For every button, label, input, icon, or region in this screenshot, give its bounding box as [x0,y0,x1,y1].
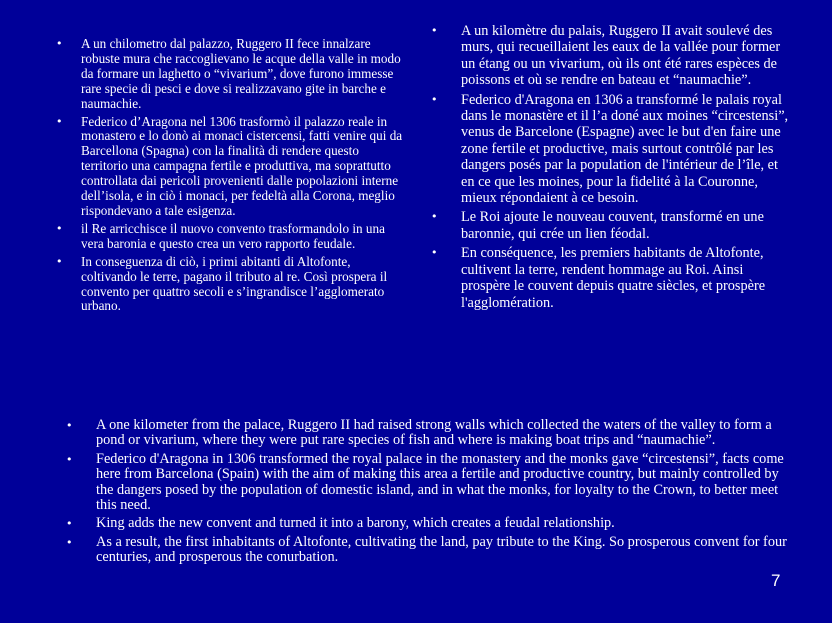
italian-paragraph-2-text: Federico d’Aragona nel 1306 trasformò il palazzo reale in monastero e lo donò ai monaci cistercensi, fatti venire qui da Barcellona (Spagna) con la finalità di rendere questo territorio una campagna fertile e produttiva, ma soprattutto controllata dai pericoli provenienti dalle popolazioni interne dell’isola, e in ciò i monaci, per fedeltà alla Corona, meglio rispondevano a tale esigenza. [81,113,403,218]
bullet-icon: • [56,37,63,50]
french-paragraph-3 [431,209,791,242]
italian-paragraph-1-text: A un chilometro dal palazzo, Ruggero II fece innalzare robuste mura che raccoglievano le acque della valle in modo da formare un laghetto o “vivarium”, dove furono immesse rare specie di pesci e dove si realizzavano gite in barche e naumachie. [81,36,401,111]
italian-paragraph-3 [56,220,403,252]
french-paragraph-4 [431,245,791,311]
english-paragraph-4 [66,533,796,566]
bullet-icon: • [56,254,63,268]
bullet-icon: • [66,452,73,466]
french-paragraph-2-text: Federico d'Aragona en 1306 a transformé le palais royal dans le monastère et il l’a doné aux moines “circestensi”, venus de Barcelone (Espagne) avec le but d'en faire une zone fertile et productive, mais surtout contrôlé par les dangers posés par la population de l'intérieur de l’île, et en ce que les moines, pour la fidelité à la Couronne, mieux répondaient à ce besoin. [461,91,789,207]
english-paragraph-1 [66,417,796,449]
french-paragraph-1 [431,23,791,89]
english-paragraph-1-text: A one kilometer from the palace, Ruggero II had raised strong walls which collected the waters of the valley to form a pond or vivarium, where they were put rare species of fish and where is making boat trips and “naumachie”. [96,417,772,449]
italian-paragraph-4-text: In conseguenza di ciò, i primi abitanti di Altofonte, coltivando le terre, pagano il tributo al re. Così prospera il convento per quattro secoli e s’ingrandisce l’agglomerato urbano. [81,253,388,314]
bullet-icon: • [431,92,438,106]
english-paragraph-2-text: Federico d'Aragona in 1306 transformed the royal palace in the monastery and the monks gave “circestensi”, facts come here from Barcelona (Spain) with the aim of making this area a fertile and productive country, but mainly controlled by the dangers posed by the population of domestic island, and in what the monks, for loyalty to the Crown, to better meet this need. [96,450,784,514]
english-paragraph-4-text: As a result, the first inhabitants of Altofonte, cultivating the land, pay tribute to the King. So prosperous convent for four centuries, and prosperous the conurbation. [96,533,787,566]
bullet-icon: • [66,535,73,549]
italian-paragraph-3-text: il Re arricchisce il nuovo convento trasformandolo in una vera baronia e questo crea un vero rapporto feudale. [81,220,385,251]
french-paragraph-1-text: A un kilomètre du palais, Ruggero II avait soulevé des murs, qui recueillaient les eaux de la vallée pour former un étang ou un vivarium, où ils ont été rares espèces de poissons et où se rendre en bateau et “naumachie”. [461,23,781,89]
italian-text-block [56,36,403,317]
english-paragraph-3-text: King adds the new convent and turned it into a barony, which creates a feudal relationship. [96,515,615,532]
page-number: 7 [771,571,781,590]
bullet-icon: • [66,517,73,531]
french-paragraph-2 [431,91,791,207]
french-paragraph-3-text: Le Roi ajoute le nouveau couvent, transformé en une baronnie, qui crée un lien féodal. [461,209,764,242]
bullet-icon: • [56,114,63,128]
bullet-icon: • [431,246,438,260]
english-text-block [66,417,796,569]
english-paragraph-2 [66,450,796,514]
bullet-icon: • [66,419,73,432]
italian-paragraph-4 [56,253,403,315]
bullet-icon: • [431,210,438,224]
french-paragraph-4-text: En conséquence, les premiers habitants de Altofonte, cultivent la terre, rendent hommage au Roi. Ainsi prospère le couvent depuis quatre siècles, et prospère l'agglomération. [461,245,766,311]
english-paragraph-3 [66,515,796,532]
italian-paragraph-1 [56,36,403,112]
french-text-block [431,23,791,314]
bullet-icon: • [431,24,438,37]
italian-paragraph-2 [56,113,403,219]
bullet-icon: • [56,221,63,235]
